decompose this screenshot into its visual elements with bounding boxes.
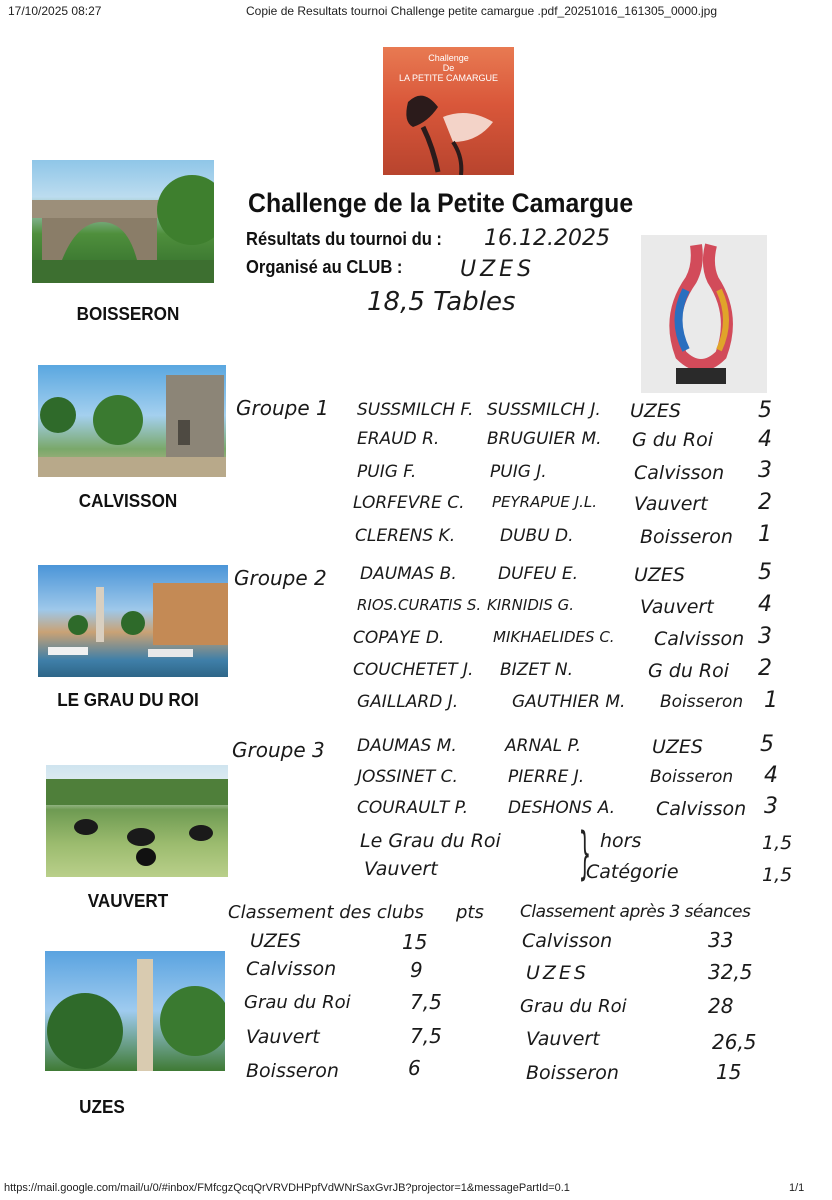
rc-r2-club: Calvisson <box>246 958 337 980</box>
g1-r2-player2: BRUGUIER M. <box>487 429 602 449</box>
g1-r1-points: 5 <box>758 398 772 423</box>
g1-r5-player1: CLERENS K. <box>355 526 456 546</box>
g3-hors-points-1: 1,5 <box>762 832 793 854</box>
rc-r4-club: Vauvert <box>246 1026 320 1048</box>
harbour-icon <box>38 565 228 677</box>
doc-title: Challenge de la Petite Camargue <box>248 188 634 218</box>
rs-r5-points: 15 <box>716 1060 742 1084</box>
town-grau-du-roi: LE GRAU DU ROI <box>57 690 199 710</box>
trophy-icon <box>641 235 767 393</box>
grau-du-roi-photo <box>38 565 228 677</box>
town-uzes: UZES <box>79 1097 125 1117</box>
g2-r3-club: Calvisson <box>654 628 745 650</box>
g2-r4-club: G du Roi <box>648 660 730 682</box>
town-vauvert: VAUVERT <box>87 891 169 911</box>
group-1-label: Groupe 1 <box>236 396 329 420</box>
rs-r1-club: Calvisson <box>522 930 613 952</box>
g3-r3-player2: DESHONS A. <box>508 798 616 818</box>
host-club: UZES <box>460 257 536 282</box>
rs-r2-points: 32,5 <box>708 960 753 984</box>
tables-count: 18,5 Tables <box>367 287 516 317</box>
g1-r5-player2: DUBU D. <box>500 526 574 546</box>
print-url: https://mail.google.com/mail/u/0/#inbox/FMfcgzQcqQrVRVDHPpfVdWNrSaxGvrJB?projector=1&messagePartId=0.1 <box>4 1182 570 1194</box>
g3-hors-note-2: Catégorie <box>586 861 679 883</box>
g2-r1-club: UZES <box>634 564 685 586</box>
rc-r3-club: Grau du Roi <box>244 992 351 1013</box>
rc-r3-points: 7,5 <box>410 990 442 1014</box>
g1-r3-club: Calvisson <box>634 462 725 484</box>
group-2-label: Groupe 2 <box>234 566 327 590</box>
g3-r3-points: 3 <box>764 794 778 819</box>
g3-hors-club-1: Le Grau du Roi <box>360 830 501 852</box>
g3-hors-club-2: Vauvert <box>364 858 438 880</box>
g3-r1-points: 5 <box>760 732 774 757</box>
g3-r2-player2: PIERRE J. <box>508 767 585 787</box>
g1-r5-points: 1 <box>758 522 772 547</box>
print-filename: Copie de Resultats tournoi Challenge petite camargue .pdf_20251016_161305_0000.jpg <box>246 4 718 18</box>
g2-r1-player2: DUFEU E. <box>498 564 579 584</box>
town-boisseron: BOISSERON <box>76 304 180 324</box>
g3-r1-club: UZES <box>652 736 703 758</box>
g1-r4-player2: PEYRAPUE J.L. <box>492 493 597 511</box>
g3-r2-player1: JOSSINET C. <box>357 767 458 787</box>
g1-r4-points: 2 <box>758 490 772 515</box>
logo-line3: LA PETITE CAMARGUE <box>398 73 499 83</box>
g2-r1-points: 5 <box>758 560 772 585</box>
g2-r2-points: 4 <box>758 592 772 617</box>
challenge-logo <box>383 47 514 175</box>
rs-r4-club: Vauvert <box>526 1028 600 1050</box>
g2-r1-player1: DAUMAS B. <box>360 564 457 584</box>
g3-r2-points: 4 <box>764 763 778 788</box>
g1-r3-player1: PUIG F. <box>357 462 417 482</box>
tower-icon <box>38 365 226 477</box>
g3-r1-player1: DAUMAS M. <box>357 736 457 756</box>
results-label: Résultats du tournoi du : <box>246 229 442 249</box>
ranking-clubs-title: Classement des clubs <box>228 902 424 923</box>
g1-r1-player1: SUSSMILCH F. <box>357 400 474 420</box>
g2-r5-points: 1 <box>764 688 778 713</box>
g1-r2-points: 4 <box>758 427 772 452</box>
g2-r5-player1: GAILLARD J. <box>357 692 459 712</box>
g1-r1-player2: SUSSMILCH J. <box>487 400 601 420</box>
g1-r2-club: G du Roi <box>632 429 714 451</box>
g2-r5-player2: GAUTHIER M. <box>512 692 626 712</box>
print-datetime: 17/10/2025 08:27 <box>8 4 102 18</box>
tournament-date: 16.12.2025 <box>484 226 610 251</box>
g1-r1-club: UZES <box>630 400 681 422</box>
g2-r2-player2: KIRNIDIS G. <box>487 596 574 614</box>
rs-r1-points: 33 <box>708 928 734 952</box>
g2-r2-club: Vauvert <box>640 596 714 618</box>
club-label: Organisé au CLUB : <box>246 257 403 277</box>
brace-icon: } <box>578 821 592 886</box>
g3-r3-player1: COURAULT P. <box>357 798 468 818</box>
g2-r5-club: Boisseron <box>660 692 744 712</box>
g3-r2-club: Boisseron <box>650 767 734 787</box>
print-page-number: 1/1 <box>789 1182 805 1194</box>
rc-r1-points: 15 <box>402 930 428 954</box>
g2-r4-points: 2 <box>758 656 772 681</box>
g3-hors-points-2: 1,5 <box>762 864 793 886</box>
boisseron-photo <box>32 160 214 283</box>
g1-r3-player2: PUIG J. <box>490 462 547 482</box>
g2-r4-player1: COUCHETET J. <box>353 660 474 680</box>
g1-r4-club: Vauvert <box>634 493 708 515</box>
g3-r3-club: Calvisson <box>656 798 747 820</box>
rc-r5-club: Boisseron <box>246 1060 339 1082</box>
g2-r3-points: 3 <box>758 624 772 649</box>
uzes-photo <box>45 951 225 1071</box>
town-calvisson: CALVISSON <box>78 491 178 511</box>
rs-r3-points: 28 <box>708 994 734 1018</box>
g1-r4-player1: LORFEVRE C. <box>353 493 465 513</box>
g1-r3-points: 3 <box>758 458 772 483</box>
ranking-clubs-pts-label: pts <box>456 902 484 923</box>
g3-r1-player2: ARNAL P. <box>505 736 581 756</box>
g2-r2-player1: RIOS.CURATIS S. <box>357 596 482 614</box>
g1-r5-club: Boisseron <box>640 526 733 548</box>
flamingo-icon <box>383 47 514 175</box>
calvisson-photo <box>38 365 226 477</box>
bulls-icon <box>46 765 228 877</box>
g1-r2-player1: ERAUD R. <box>357 429 440 449</box>
bridge-icon <box>32 160 214 283</box>
trophy-photo <box>641 235 767 393</box>
rs-r2-club: UZES <box>526 962 589 984</box>
g2-r3-player1: COPAYE D. <box>353 628 445 648</box>
vauvert-photo <box>46 765 228 877</box>
rs-r4-points: 26,5 <box>712 1030 757 1054</box>
g3-hors-note-1: hors <box>600 830 642 852</box>
rc-r5-points: 6 <box>408 1056 421 1080</box>
ranking-seances-title: Classement après 3 séances <box>520 902 751 922</box>
fenestrelle-tower-icon <box>45 951 225 1071</box>
rs-r3-club: Grau du Roi <box>520 996 627 1017</box>
rc-r4-points: 7,5 <box>410 1024 442 1048</box>
logo-line1: Challenge <box>428 53 469 63</box>
group-3-label: Groupe 3 <box>232 738 325 762</box>
rc-r2-points: 9 <box>410 958 423 982</box>
logo-line2: De <box>442 63 455 73</box>
g2-r3-player2: MIKHAELIDES C. <box>493 628 615 646</box>
rc-r1-club: UZES <box>250 930 301 952</box>
g2-r4-player2: BIZET N. <box>500 660 573 680</box>
rs-r5-club: Boisseron <box>526 1062 619 1084</box>
